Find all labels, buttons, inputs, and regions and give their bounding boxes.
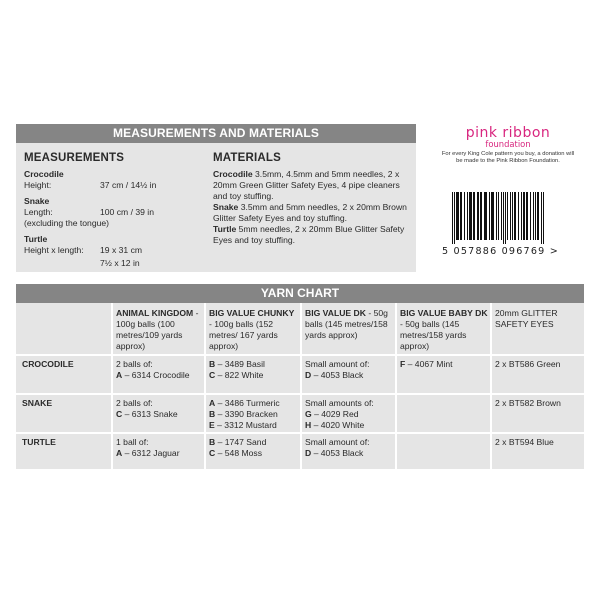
pink-ribbon-logo-subtitle: foundation xyxy=(485,139,531,149)
cell-line xyxy=(116,448,202,459)
snake-length-row xyxy=(24,207,209,218)
cell-line: 2 balls of: xyxy=(116,359,153,369)
snake-animal-kingdom xyxy=(116,398,202,420)
cell-line xyxy=(305,409,393,420)
shade-code: A xyxy=(116,370,123,380)
cell-line xyxy=(116,370,202,381)
snake-length-note: (excluding the tongue) xyxy=(24,218,110,228)
row-label-crocodile: CROCODILE xyxy=(22,359,74,369)
column-header-big-value-dk xyxy=(305,308,393,341)
barcode-bar xyxy=(469,192,472,240)
row-label-snake: SNAKE xyxy=(22,398,53,408)
barcode-bar xyxy=(460,192,462,240)
column-name: BIG VALUE CHUNKY xyxy=(209,308,295,318)
measurements-materials-panel xyxy=(16,124,416,272)
cell-line xyxy=(209,370,297,381)
barcode xyxy=(442,192,580,257)
column-header-animal-kingdom xyxy=(116,308,202,352)
column-header-safety-eyes xyxy=(495,308,581,330)
barcode-bar xyxy=(454,192,455,244)
measurements-column xyxy=(24,151,209,269)
column-name: BIG VALUE DK xyxy=(305,308,366,318)
barcode-bar xyxy=(541,192,542,244)
shade-name: – 1747 Sand xyxy=(215,437,267,447)
height-value: 37 cm / 14½ in xyxy=(100,180,157,190)
shade-code: E xyxy=(209,420,215,430)
barcode-bar xyxy=(518,192,519,240)
yarn-chart-table xyxy=(16,303,584,469)
barcode-bar xyxy=(543,192,544,244)
measurements-materials-header: MEASUREMENTS AND MATERIALS xyxy=(16,124,416,143)
barcode-bar xyxy=(503,192,504,244)
shade-code: C xyxy=(209,448,216,458)
barcode-bar xyxy=(501,192,502,240)
column-detail: - 100g balls (152 metres/ 167 yards approx) xyxy=(209,319,278,351)
shade-code: B xyxy=(209,437,216,447)
turtle-animal-kingdom xyxy=(116,437,202,459)
shade-code: C xyxy=(116,409,123,419)
barcode-bar xyxy=(523,192,525,240)
shade-code: G xyxy=(305,409,312,419)
shade-code: F xyxy=(400,359,406,369)
crocodile-animal-kingdom xyxy=(116,359,202,381)
cell-line xyxy=(305,448,393,459)
turtle-big-value-dk xyxy=(305,437,393,459)
shade-name: – 548 Moss xyxy=(215,448,263,458)
shade-code: A xyxy=(209,398,216,408)
cell-line xyxy=(116,409,202,420)
crocodile-big-value-baby-dk xyxy=(400,359,488,370)
barcode-bar xyxy=(496,192,497,240)
materials-crocodile-name: Crocodile xyxy=(213,169,253,179)
shade-code: A xyxy=(116,448,123,458)
crocodile-height-row xyxy=(24,180,209,191)
barcode-bar xyxy=(533,192,534,240)
column-name: BIG VALUE BABY DK xyxy=(400,308,488,318)
cell-line: Small amount of: xyxy=(305,437,370,447)
measurements-title: MEASUREMENTS xyxy=(24,152,125,164)
cell-line xyxy=(209,398,297,409)
shade-name: – 4053 Black xyxy=(311,370,364,380)
cell-line xyxy=(209,420,297,431)
barcode-bar xyxy=(456,192,459,240)
length-value: 100 cm / 39 in xyxy=(100,207,154,217)
cell-line xyxy=(209,409,297,420)
materials-crocodile xyxy=(213,169,413,202)
shade-name: – 4020 White xyxy=(311,420,365,430)
column-detail: 20mm GLITTER SAFETY EYES xyxy=(495,308,558,329)
barcode-bar xyxy=(489,192,490,240)
shade-code: D xyxy=(305,370,312,380)
shade-name: – 822 White xyxy=(215,370,264,380)
shade-code: D xyxy=(305,448,312,458)
barcode-bar xyxy=(507,192,508,240)
shade-code: C xyxy=(209,370,216,380)
shade-name: – 3390 Bracken xyxy=(215,409,278,419)
barcode-bar xyxy=(452,192,453,244)
barcode-bar xyxy=(505,192,506,244)
materials-turtle-name: Turtle xyxy=(213,224,237,234)
materials-title: MATERIALS xyxy=(213,152,282,164)
barcode-bar xyxy=(514,192,516,240)
turtle-safety-eyes: 2 x BT594 Blue xyxy=(495,437,554,447)
height-label: Height: xyxy=(24,180,52,190)
barcode-bar xyxy=(480,192,482,240)
barcode-bar xyxy=(464,192,465,240)
shade-name: – 3486 Turmeric xyxy=(215,398,280,408)
materials-turtle-text: 5mm needles, 2 x 20mm Blue Glitter Safety Eyes and toy stuffing. xyxy=(213,224,405,245)
cell-line: 2 balls of: xyxy=(116,398,153,408)
cell-line xyxy=(209,359,297,370)
snake-big-value-dk xyxy=(305,398,393,431)
shade-code: B xyxy=(209,359,216,369)
barcode-bar xyxy=(526,192,528,240)
cell-line xyxy=(209,437,297,448)
materials-snake-name: Snake xyxy=(213,202,239,212)
barcode-bar xyxy=(510,192,511,240)
crocodile-big-value-chunky xyxy=(209,359,297,381)
shade-code: H xyxy=(305,420,312,430)
barcode-bar xyxy=(521,192,522,240)
shade-code: B xyxy=(209,409,216,419)
barcode-bar xyxy=(535,192,536,240)
dimension-value-in: 7½ x 12 in xyxy=(100,258,140,268)
cell-line xyxy=(400,359,488,370)
snake-big-value-chunky xyxy=(209,398,297,431)
barcode-bar xyxy=(473,192,475,240)
dimension-value-cm: 19 x 31 cm xyxy=(100,245,143,255)
pink-ribbon-donation-text: For every King Cole pattern you buy, a donation will be made to the Pink Ribbon Foundation. xyxy=(441,151,575,164)
shade-name: – 3489 Basil xyxy=(215,359,265,369)
barcode-bar xyxy=(498,192,499,240)
snake-label: Snake xyxy=(24,196,50,206)
barcode-bar xyxy=(484,192,487,240)
materials-column xyxy=(213,151,413,246)
cell-line: Small amount of: xyxy=(305,359,370,369)
pink-ribbon-logo: pink ribbon xyxy=(465,125,551,141)
turtle-big-value-chunky xyxy=(209,437,297,459)
dimension-label: Height x length: xyxy=(24,245,84,255)
column-header-big-value-chunky xyxy=(209,308,297,352)
column-name: ANIMAL KINGDOM xyxy=(116,308,194,318)
cell-line xyxy=(209,448,297,459)
barcode-bar xyxy=(537,192,539,240)
shade-name: – 4029 Red xyxy=(311,409,359,419)
yarn-chart xyxy=(16,284,584,469)
barcode-bars xyxy=(450,192,568,244)
cell-line: 1 ball of: xyxy=(116,437,149,447)
barcode-number: 5 057886 096769 > xyxy=(442,246,559,257)
row-label-turtle: TURTLE xyxy=(22,437,56,447)
shade-name: – 3312 Mustard xyxy=(214,420,277,430)
cell-line xyxy=(305,370,393,381)
cell-line xyxy=(305,420,393,431)
shade-name: – 4053 Black xyxy=(311,448,364,458)
barcode-bar xyxy=(491,192,494,240)
snake-safety-eyes: 2 x BT582 Brown xyxy=(495,398,561,408)
cell-line: Small amounts of: xyxy=(305,398,374,408)
materials-crocodile-text: 3.5mm, 4.5mm and 5mm needles, 2 x 20mm Green Glitter Safety Eyes, 4 pipe cleaners and toy stuffing. xyxy=(213,169,400,201)
barcode-bar xyxy=(467,192,468,240)
barcode-bar xyxy=(477,192,479,240)
turtle-dimension-row xyxy=(24,245,209,256)
shade-name: – 6314 Crocodile xyxy=(122,370,190,380)
shade-name: – 6312 Jaguar xyxy=(122,448,180,458)
column-header-big-value-baby-dk xyxy=(400,308,488,352)
materials-snake xyxy=(213,202,413,224)
column-detail: - 100g balls (100 metres/109 yards approx) xyxy=(116,308,199,351)
pink-ribbon-foundation xyxy=(438,127,578,165)
barcode-bar xyxy=(512,192,513,240)
shade-name: – 4067 Mint xyxy=(405,359,453,369)
length-label: Length: xyxy=(24,207,53,217)
column-detail: - 50g balls (145 metres/158 yards approx) xyxy=(305,308,388,340)
barcode-bar xyxy=(530,192,531,240)
crocodile-big-value-dk xyxy=(305,359,393,381)
column-detail: - 50g balls (145 metres/158 yards approx) xyxy=(400,319,467,351)
materials-turtle xyxy=(213,224,413,246)
crocodile-safety-eyes: 2 x BT586 Green xyxy=(495,359,561,369)
turtle-label: Turtle xyxy=(24,234,48,244)
crocodile-label: Crocodile xyxy=(24,169,64,179)
materials-snake-text: 3.5mm and 5mm needles, 2 x 20mm Brown Glitter Safety Eyes and toy stuffing. xyxy=(213,202,407,223)
shade-name: – 6313 Snake xyxy=(122,409,178,419)
yarn-chart-header: YARN CHART xyxy=(16,284,584,303)
